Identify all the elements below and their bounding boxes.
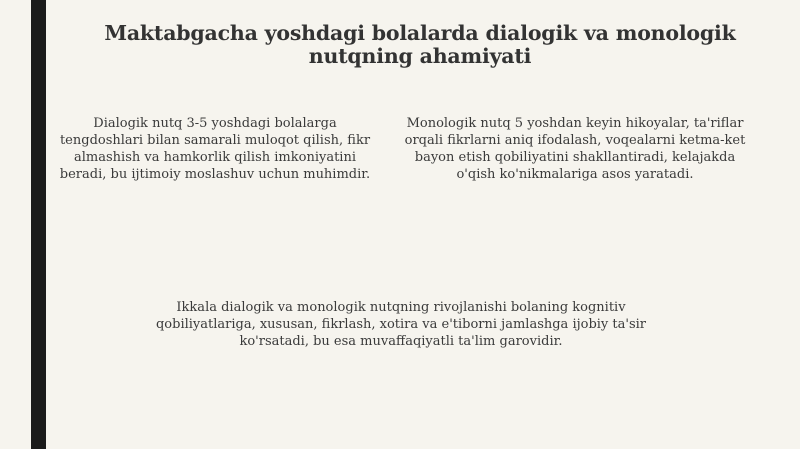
monologic-speech-paragraph: Monologik nutq 5 yoshdan keyin hikoyalar, ta'riflar orqali fikrlarni aniq ifodalash, voqealarni ketma-ket bayon etish qobiliyatini shakllantiradi, kelajakda o'qish ko'nikmalariga asos yaratadi. xyxy=(404,116,746,182)
dialogic-speech-paragraph: Dialogik nutq 3-5 yoshdagi bolalarga tengdoshlari bilan samarali muloqot qilish, fikr almashish va hamkorlik qilish imkoniyatini beradi, bu ijtimoiy moslashuv uchun muhimdir. xyxy=(59,116,371,182)
conclusion-paragraph: Ikkala dialogik va monologik nutqning rivojlanishi bolaning kognitiv qobiliyatlariga, xususan, fikrlash, xotira va e'tiborni jamlashga ijobiy ta'sir ko'rsatadi, bu esa muvaffaqiyatli ta'lim garovidir. xyxy=(155,300,647,349)
left-accent-bar xyxy=(31,0,46,449)
slide-title: Maktabgacha yoshdagi bolalarda dialogik va monologik nutqning ahamiyati xyxy=(104,21,736,68)
